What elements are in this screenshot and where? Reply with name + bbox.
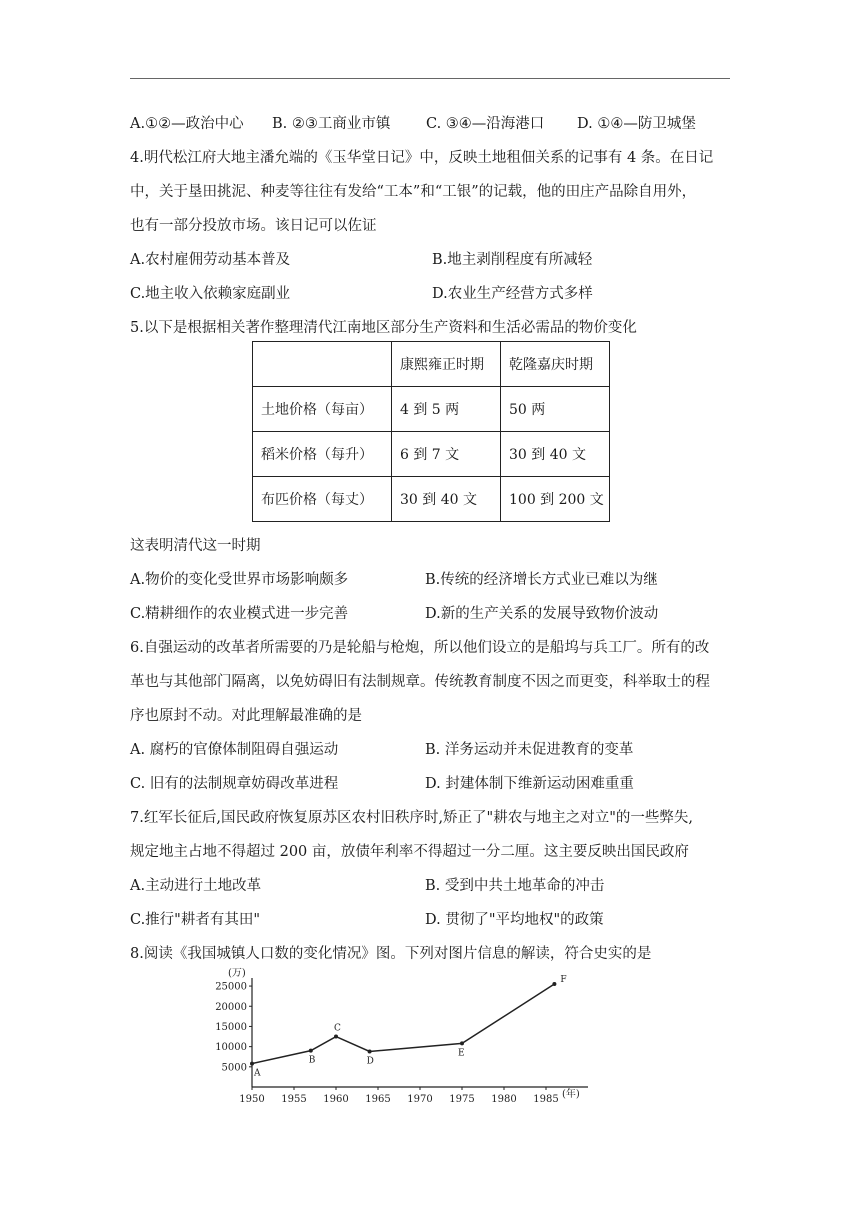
q4-option-d[interactable]: D.农业生产经营方式多样 (432, 286, 593, 302)
y-tick-label: 10000 (215, 1042, 247, 1054)
header-rule (130, 78, 730, 79)
table-row (253, 342, 610, 387)
x-tick-label: 1980 (491, 1094, 517, 1105)
q6-stem-line2: 革也与其他部门隔离，以免妨碍旧有法制规章。传统教育制度不因之而更变，科举取士的程 (130, 674, 710, 690)
q3-option-a[interactable]: A.①②—政治中心 (130, 116, 244, 132)
q7-option-c[interactable]: C.推行"耕者有其田" (130, 912, 261, 928)
q4-option-a[interactable]: A.农村雇佣劳动基本普及 (130, 252, 291, 268)
x-tick-label: 1950 (239, 1094, 265, 1105)
point-label: C (334, 1023, 341, 1034)
q4-stem-line1: 4.明代松江府大地主潘允端的《玉华堂日记》中，反映土地租佃关系的记事有 4 条。在日记 (130, 150, 714, 166)
price-table (252, 341, 610, 522)
q3-option-b[interactable]: B. ②③工商业市镇 (272, 116, 391, 132)
data-point (460, 1041, 464, 1045)
data-point (334, 1035, 338, 1039)
q7-option-d[interactable]: D. 贯彻了"平均地权"的政策 (425, 912, 604, 928)
point-label: B (308, 1055, 316, 1066)
table-row (253, 387, 610, 432)
q4-option-c[interactable]: C.地主收入依赖家庭副业 (130, 286, 291, 302)
y-tick-label: 15000 (215, 1021, 247, 1033)
table-header-cell (253, 342, 392, 387)
x-tick-label: 1965 (365, 1094, 391, 1105)
table-cell: 6 到 7 文 (392, 432, 501, 477)
y-tick-label: 5000 (221, 1062, 247, 1074)
q4-stem-line3: 也有一部分投放市场。该日记可以佐证 (130, 218, 377, 234)
x-axis-unit: (年) (562, 1089, 580, 1100)
y-tick-label: 25000 (215, 981, 247, 993)
q7-option-a[interactable]: A.主动进行土地改革 (130, 878, 262, 894)
q5-after-text: 这表明清代这一时期 (130, 538, 261, 554)
point-label: A (254, 1068, 261, 1079)
x-tick-label: 1955 (281, 1094, 307, 1105)
table-cell: 100 到 200 文 (501, 477, 610, 522)
table-header-cell: 乾隆嘉庆时期 (501, 342, 610, 387)
point-label: E (458, 1048, 465, 1059)
table-cell: 土地价格（每亩） (253, 387, 392, 432)
y-tick-label: 20000 (215, 1001, 247, 1013)
q6-stem-line1: 6.自强运动的改革者所需要的乃是轮船与枪炮，所以他们设立的是船坞与兵工厂。所有的改 (130, 640, 710, 656)
point-label: F (560, 975, 567, 986)
q4-option-b[interactable]: B.地主剥削程度有所减轻 (432, 252, 593, 268)
table-header-cell: 康熙雍正时期 (392, 342, 501, 387)
q5-option-b[interactable]: B.传统的经济增长方式业已难以为继 (425, 572, 658, 588)
q6-stem-line3: 序也原封不动。对此理解最准确的是 (130, 708, 362, 724)
urban-population-chart (210, 962, 610, 1107)
table-row (253, 432, 610, 477)
table-cell: 稻米价格（每升） (253, 432, 392, 477)
table-cell: 30 到 40 文 (392, 477, 501, 522)
q7-stem-line2: 规定地主占地不得超过 200 亩，放债年利率不得超过一分二厘。这主要反映出国民政府 (130, 844, 689, 860)
table-cell: 4 到 5 两 (392, 387, 501, 432)
q3-option-c[interactable]: C. ③④—沿海港口 (426, 116, 545, 132)
table-cell: 50 两 (501, 387, 610, 432)
x-tick-label: 1985 (533, 1094, 559, 1105)
q6-option-b[interactable]: B. 洋务运动并未促进教育的变革 (425, 742, 634, 758)
q4-stem-line2: 中，关于垦田挑泥、种麦等往往有发给“工本”和“工银”的记载，他的田庄产品除自用外， (130, 184, 697, 200)
point-label: D (366, 1056, 374, 1067)
q7-stem-line1: 7.红军长征后,国民政府恢复原苏区农村旧秩序时,矫正了"耕农与地主之对立"的一些弊失, (130, 810, 693, 826)
q5-stem: 5.以下是根据相关著作整理清代江南地区部分生产资料和生活必需品的物价变化 (130, 320, 637, 336)
series-line (252, 984, 554, 1067)
q6-option-c[interactable]: C. 旧有的法制规章妨碍改革进程 (130, 776, 339, 792)
q7-option-b[interactable]: B. 受到中共土地革命的冲击 (425, 878, 605, 894)
x-tick-label: 1975 (449, 1094, 475, 1105)
q5-option-d[interactable]: D.新的生产关系的发展导致物价波动 (425, 606, 659, 622)
table-cell: 30 到 40 文 (501, 432, 610, 477)
x-tick-label: 1960 (323, 1094, 349, 1105)
data-point (309, 1049, 313, 1053)
data-point (552, 982, 556, 986)
q6-option-d[interactable]: D. 封建体制下维新运动困难重重 (425, 776, 634, 792)
q3-option-d[interactable]: D. ①④—防卫城堡 (577, 116, 696, 132)
q5-option-a[interactable]: A.物价的变化受世界市场影响颇多 (130, 572, 349, 588)
data-point (250, 1062, 254, 1066)
table-row (253, 477, 610, 522)
table-cell: 布匹价格（每丈） (253, 477, 392, 522)
q8-stem: 8.阅读《我国城镇人口数的变化情况》图。下列对图片信息的解读，符合史实的是 (130, 946, 652, 962)
data-point (368, 1049, 372, 1053)
y-axis-unit: (万) (228, 968, 246, 979)
q6-option-a[interactable]: A. 腐朽的官僚体制阻碍自强运动 (130, 742, 339, 758)
q5-option-c[interactable]: C.精耕细作的农业模式进一步完善 (130, 606, 349, 622)
x-tick-label: 1970 (407, 1094, 433, 1105)
